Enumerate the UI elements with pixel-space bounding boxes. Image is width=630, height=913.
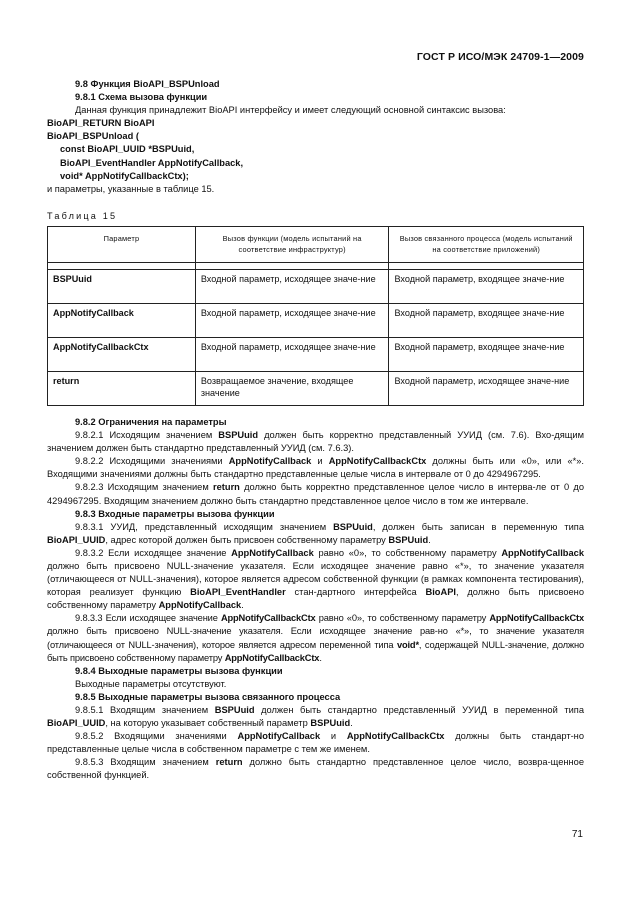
parameters-table [47,226,584,406]
paragraph: 9.8.3.3 Если исходящее значение AppNotifyCallbackCtx равно «0», то собственному параметру AppNotifyCallbackCtx должно быть присвоено NULL-значение указателя. Если исходящее значение рав-но «*», то значение указателя (отличающееся от NULL-значения), которое является адресом переменной типа void*, содержащей NULL-значение, должно быть присвоено собственному параметру AppNotifyCallbackCtx. [47,613,584,663]
table-row [48,371,584,405]
table-header-row [48,226,584,262]
table-cell: Входной параметр, входящее значе-ние [389,337,584,371]
table-spacer-row [48,262,584,269]
params-paragraph: и параметры, указанные в таблице 15. [47,183,215,194]
table-cell: Входной параметр, исходящее значе-ние [195,303,389,337]
subsection-title: 9.8.5 Выходные параметры вызова связанного процесса [75,691,341,702]
paragraph: 9.8.5.3 Входящим значением return должно быть стандартно представленное целое число, возвра-щенное собственной функцией. [47,757,584,781]
table-header-cell: Вызов функции (модель испытаний на соответствие инфраструктур) [195,226,389,262]
table-row [48,303,584,337]
table-cell: Входной параметр, исходящее значе-ние [195,337,389,371]
paragraph: 9.8.5.1 Входящим значением BSPUuid должен быть стандартно представленный УУИД в переменной типа BioAPI_UUID, на которую указывает собственный параметр BSPUuid. [47,705,585,729]
table-header-cell: Вызов связанного процесса (модель испытаний на соответствие приложений) [389,226,584,262]
table-row [48,337,584,371]
subsection-title: 9.8.1 Схема вызова функции [75,92,208,103]
table-cell: Входной параметр, исходящее значе-ние [389,371,584,405]
paragraph: Выходные параметры отсутствуют. [75,678,227,689]
section-title: 9.8 Функция BioAPI_BSPUnload [75,79,220,89]
subsection-title: 9.8.4 Выходные параметры вызова функции [75,665,283,676]
table-cell: Возвращаемое значение, входящее значение [195,371,389,405]
table-cell: Входной параметр, входящее значе-ние [389,269,584,303]
paragraph: 9.8.2.3 Исходящим значением return должно быть корректно представленное целое число в интерва-ле от 0 до 4294967295. Входящим значением должно быть стандартно представленное целое число в том же интервале. [47,482,584,506]
paragraph: 9.8.3.1 УУИД, представленный исходящим значением BSPUuid, должен быть записан в переменную типа BioAPI_UUID, адрес которой должен быть присвоен собственному параметру BSPUuid. [47,521,584,545]
code-line: BioAPI_BSPUnload ( [47,131,139,142]
table-cell: Входной параметр, входящее значе-ние [389,303,584,337]
document-header: ГОСТ Р ИСО/МЭК 24709-1—2009 [416,51,584,63]
code-line: const BioAPI_UUID *BSPUuid, [60,144,195,155]
page-number: 71 [571,829,583,840]
table-cell: Входной параметр, исходящее значе-ние [195,269,389,303]
table-cell-param: AppNotifyCallback [48,303,196,337]
table-row [48,269,584,303]
table-caption: Таблица 15 [47,210,118,221]
subsection-title: 9.8.3 Входные параметры вызова функции [75,508,275,519]
subsection-title: 9.8.2 Ограничения на параметры [75,416,227,427]
code-line: void* AppNotifyCallbackCtx); [60,170,189,181]
paragraph: 9.8.5.2 Входящими значениями AppNotifyCallback и AppNotifyCallbackCtx должны быть стандарт-но представленные целые числа в собственном параметре с тем же именем. [47,731,584,755]
paragraph: 9.8.2.2 Исходящими значениями AppNotifyCallback и AppNotifyCallbackCtx должны быть или «0», или «*». Входящими значениями должны быть стандартно представленные целые числа в интервале от 0 до 4294967295. [47,456,585,480]
page-content [47,78,584,783]
intro-paragraph: Данная функция принадлежит BioAPI интерфейсу и имеет следующий основной синтаксис вызова: [75,105,506,116]
paragraph: 9.8.3.2 Если исходящее значение AppNotifyCallback равно «0», то собственному параметру AppNotifyCallback должно быть присвоено NULL-значение указателя. Если исходящее значение равно «*», то значение указателя (отличающееся от NULL-значения), которое является адресом собственной функции (в рамках компонента тестирования), которая реализует функцию BioAPI_EventHandler стан-дартного интерфейса BioAPI, должно быть присвоено собственному параметру AppNotifyCallback. [47,547,584,611]
paragraph: 9.8.2.1 Исходящим значением BSPUuid должен быть корректно представленный УУИД (см. 7.6). Вхо-дящим значением должен быть стандартно представленный УУИД (см. 7.6.3). [47,430,584,454]
code-line: BioAPI_EventHandler AppNotifyCallback, [60,157,244,168]
table-cell-param: return [48,371,196,405]
table-cell-param: AppNotifyCallbackCtx [48,337,196,371]
code-line: BioAPI_RETURN BioAPI [47,118,155,129]
table-header-cell: Параметр [48,226,196,262]
table-cell-param: BSPUuid [48,269,196,303]
